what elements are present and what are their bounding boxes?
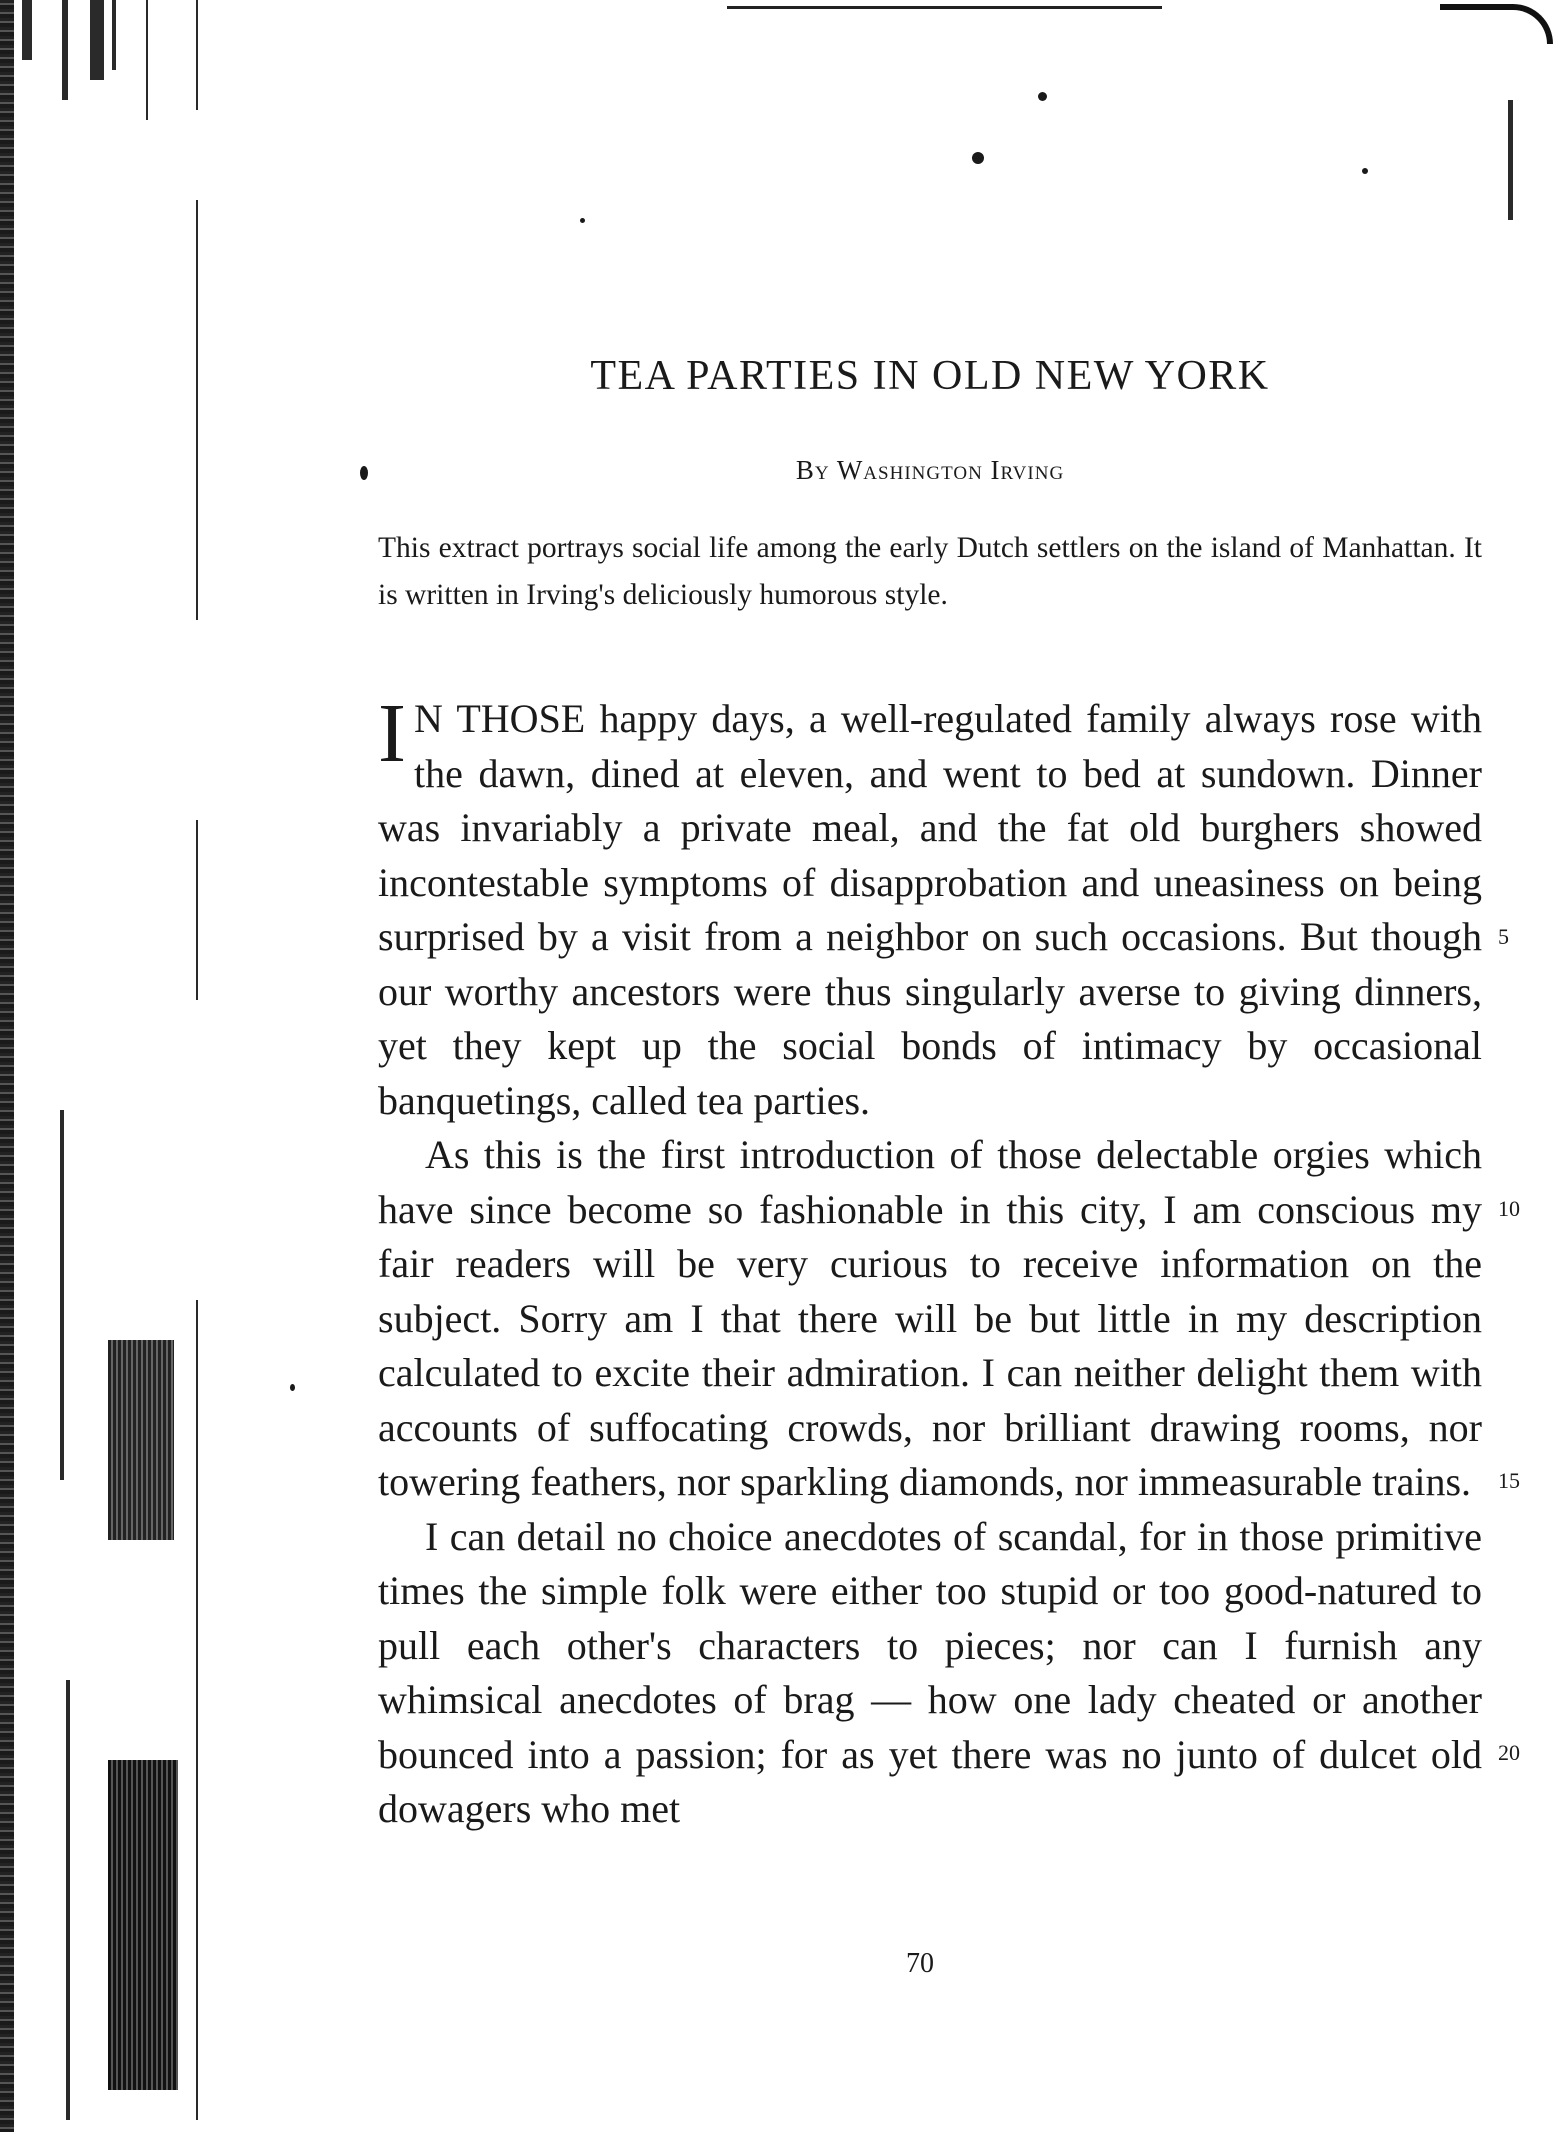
line-number: 15	[1498, 1468, 1520, 1493]
scan-bar-11	[108, 1340, 174, 1540]
scan-speck-5	[290, 1384, 295, 1391]
scan-bar-3	[90, 0, 104, 80]
page-number: 70	[906, 1948, 934, 1979]
scan-right-mark	[1508, 100, 1513, 220]
line-number: 20	[1498, 1740, 1520, 1765]
scan-corner-curl	[1440, 4, 1553, 44]
scan-bar-9	[196, 1300, 198, 2120]
paragraph-3: I can detail no choice anecdotes of scandal, for in those primitive times the simple folk were either too stupid or too good-natured to pull each other's characters to pieces; nor can I furnish any whimsical anecdotes of brag — how one lady cheated or another bounced into a passion; for as yet there was no junto of dulcet old dowagers who met	[378, 1513, 1482, 1831]
article-title: TEA PARTIES IN OLD NEW YORK	[590, 353, 1270, 399]
scan-bar-13	[108, 1760, 178, 2090]
scan-bar-2	[62, 0, 68, 100]
scan-bar-7	[196, 200, 198, 620]
scan-speck-1	[1038, 92, 1047, 101]
scan-speck-4	[580, 218, 585, 223]
scan-top-rule	[727, 6, 1162, 9]
article-body	[378, 687, 1482, 1837]
scan-speck-3	[1362, 168, 1368, 174]
scan-bar-10	[60, 1110, 64, 1480]
scan-bar-12	[66, 1680, 70, 2120]
drop-cap: I	[378, 687, 406, 780]
scan-bar-8	[196, 820, 198, 1000]
scan-binding-edge	[0, 0, 14, 2132]
paragraph-text: N THOSE happy days, a well-regulated family always rose with the dawn, dined at eleven, and went to bed at sundown. Dinner was invariably a private meal, and the fat old burghers showed incontestable symptoms of disapprobation and uneasiness on being surprised by a visit from a neighbor on such occasions. But though our worthy ancestors were thus singularly averse to giving dinners, yet they kept up the social bonds of intimacy by occasional banquetings, called tea parties.	[378, 696, 1482, 1123]
paragraph-1	[378, 687, 1482, 1128]
line-number: 5	[1498, 924, 1509, 949]
scan-speck-2	[972, 152, 984, 164]
intro-note: This extract portrays social life among the early Dutch settlers on the island of Manhattan. It is written in Irving's deliciously humorous style.	[378, 532, 1482, 611]
paragraph-2: As this is the first introduction of those delectable orgies which have since become so fashionable in this city, I am conscious my fair readers will be very curious to receive information on the subject. Sorry am I that there will be but little in my description calculated to excite their admiration. I can neither delight them with accounts of suffocating crowds, nor brilliant drawing rooms, nor towering feathers, nor sparkling diamonds, nor immeasurable trains.	[378, 1132, 1482, 1504]
line-number: 10	[1498, 1196, 1520, 1221]
scan-bar-1	[22, 0, 32, 60]
scan-bar-5	[146, 0, 148, 120]
author-byline: By Washington Irving	[795, 455, 1065, 485]
scan-speck-6	[360, 466, 368, 480]
scan-bar-6	[196, 0, 198, 110]
scan-bar-4	[112, 0, 116, 70]
